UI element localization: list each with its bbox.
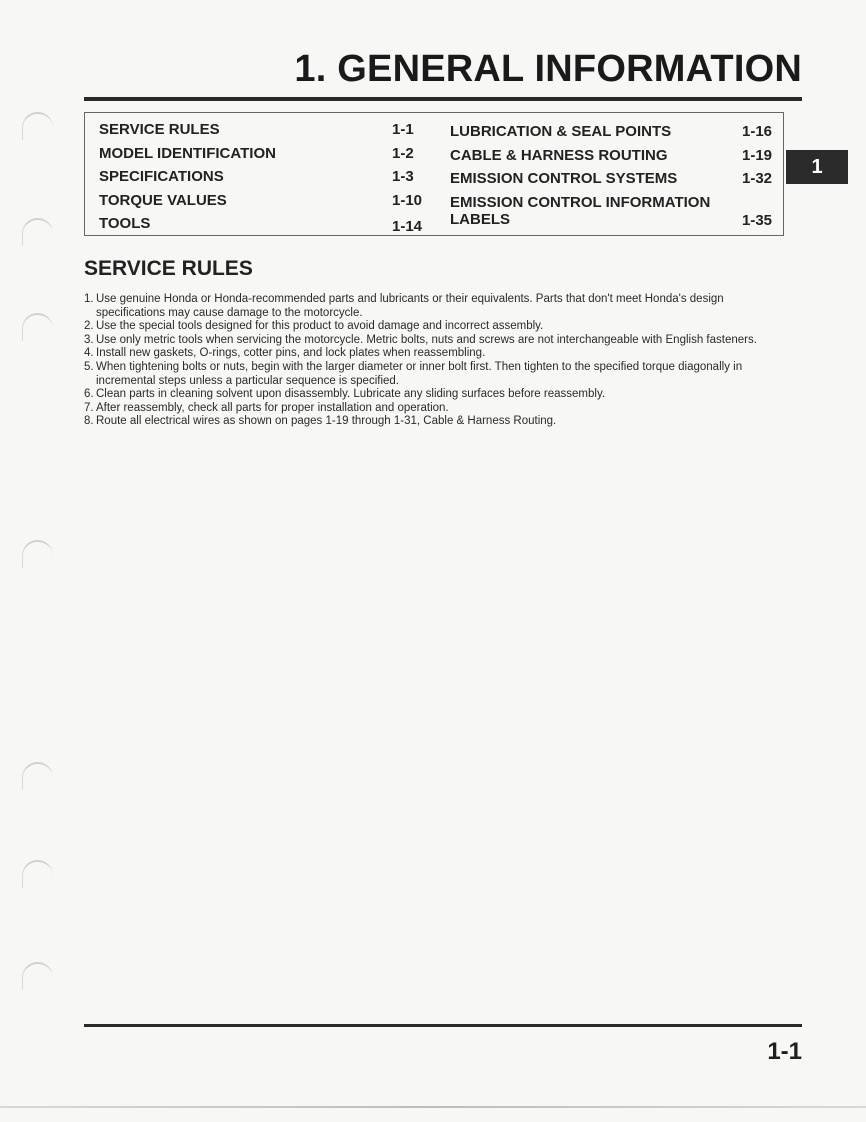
binder-hole	[22, 860, 53, 888]
footer-rule	[84, 1024, 802, 1027]
list-item	[84, 320, 789, 334]
toc-item-title: CABLE & HARNESS ROUTING	[450, 147, 668, 164]
rule-number: 5.	[84, 360, 94, 373]
page-number: 1-1	[767, 1038, 802, 1065]
rule-number: 2.	[84, 320, 94, 333]
binder-hole	[22, 962, 53, 990]
service-rules-list	[84, 293, 789, 429]
toc-item-page: 1-14	[392, 218, 423, 235]
rule-text: Use the special tools designed for this product to avoid damage and incorrect assembly.	[96, 320, 544, 333]
page-title: 1. GENERAL INFORMATION	[294, 48, 802, 90]
binder-hole	[22, 313, 53, 341]
list-item	[84, 402, 789, 416]
rule-number: 3.	[84, 333, 94, 346]
list-item	[84, 293, 789, 320]
toc-item-title: EMISSION CONTROL SYSTEMS	[450, 170, 678, 187]
toc-item-page: 1-16	[742, 123, 773, 140]
section-heading: SERVICE RULES	[84, 257, 253, 280]
list-item	[84, 415, 789, 429]
table-of-contents	[84, 112, 784, 236]
toc-item-title: SERVICE RULES	[99, 121, 220, 138]
toc-item-title: EMISSION CONTROL INFORMATION LABELS	[450, 194, 711, 228]
rule-text: When tightening bolts or nuts, begin with the larger diameter or inner bolt first. Then tighten to the specified torque diagonally in incremental steps unless a particular sequence is specified.	[96, 360, 743, 387]
toc-item-page: 1-10	[392, 192, 423, 209]
list-item	[84, 361, 789, 388]
chapter-tab[interactable]: 1	[786, 150, 848, 184]
toc-item-title: TORQUE VALUES	[99, 192, 227, 209]
toc-item-title: LUBRICATION & SEAL POINTS	[450, 123, 672, 140]
rule-text: Clean parts in cleaning solvent upon disassembly. Lubricate any sliding surfaces before reassembly.	[96, 388, 606, 401]
toc-item-title: TOOLS	[99, 215, 151, 232]
toc-item-page: 1-3	[392, 168, 414, 185]
list-item	[84, 334, 789, 348]
scan-edge-divider	[0, 1106, 866, 1108]
toc-item-title: MODEL IDENTIFICATION	[99, 145, 276, 162]
rule-text: Use only metric tools when servicing the motorcycle. Metric bolts, nuts and screws are not interchangeable with English fasteners.	[96, 333, 757, 346]
toc-item-page: 1-2	[392, 145, 414, 162]
toc-item-page: 1-32	[742, 170, 773, 187]
binder-hole	[22, 112, 53, 140]
binder-hole	[22, 762, 53, 790]
rule-text: After reassembly, check all parts for proper installation and operation.	[96, 401, 449, 414]
toc-item-title: SPECIFICATIONS	[99, 168, 224, 185]
toc-item-page: 1-35	[742, 212, 773, 229]
rule-number: 4.	[84, 347, 94, 360]
list-item	[84, 347, 789, 361]
rule-number: 7.	[84, 401, 94, 414]
binder-hole	[22, 218, 53, 246]
rule-number: 1.	[84, 293, 94, 305]
rule-number: 8.	[84, 415, 94, 428]
rule-number: 6.	[84, 388, 94, 401]
rule-text: Route all electrical wires as shown on pages 1-19 through 1-31, Cable & Harness Routing.	[96, 415, 557, 428]
rule-text: Install new gaskets, O-rings, cotter pins, and lock plates when reassembling.	[96, 347, 486, 360]
rule-text: Use genuine Honda or Honda-recommended parts and lubricants or their equivalents. Parts that don't meet Honda's design specifications may cause damage to the motorcycle.	[96, 293, 724, 319]
title-rule	[84, 97, 802, 101]
list-item	[84, 388, 789, 402]
toc-item-page: 1-1	[392, 121, 414, 138]
binder-hole	[22, 540, 53, 568]
toc-item-page: 1-19	[742, 147, 773, 164]
